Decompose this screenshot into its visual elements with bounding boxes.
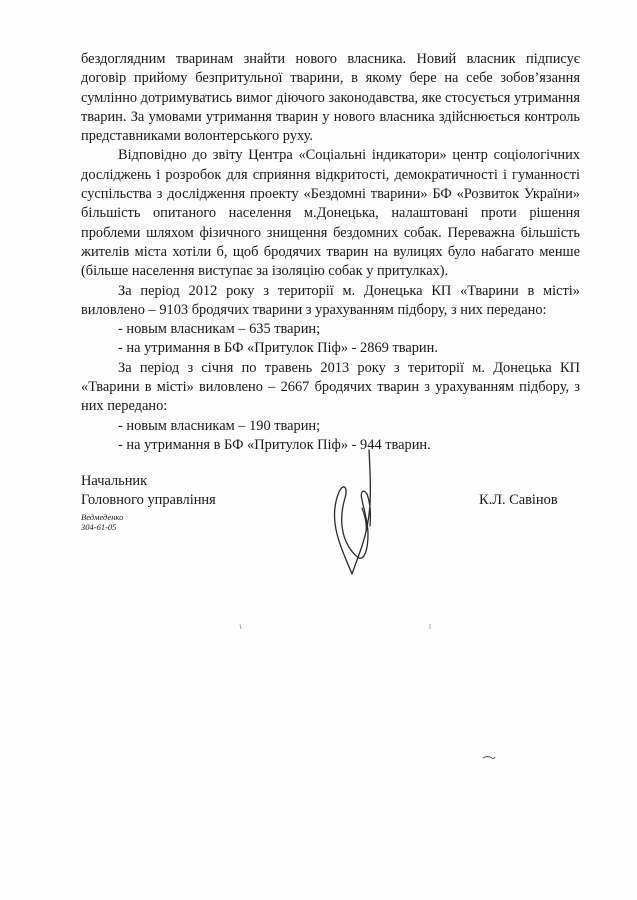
list-item-2013-new-owners: - новым власникам – 190 тварин; — [118, 417, 321, 434]
scan-mark — [482, 755, 496, 761]
list-item-2012-shelter: - на утримання в БФ «Притулок Піф» - 2869 тварин. — [118, 340, 438, 357]
paragraph-survey: Відповідно до звіту Центра «Соціальні індикатори» центр соціологічних досліджень і розробок для сприяння відкритості, демократичності і гуманності суспільства з дослідження проекту «Бездомні тварини» БФ «Розвиток України» більшість опитаного населення м.Донецька, налаштовані проти рішення проблеми шляхом фізичного знищення бездомних собак. Переважна більшість жителів міста хотіли б, щоб бродячих тварин на вулицях було набагато менше (більше населення виступає за ізоляцію собак у притулках). — [81, 147, 580, 280]
paragraph-2012-stats: За період 2012 року з території м. Донецька КП «Тварини в місті» виловлено – 9103 бродячих тварини з урахуванням підбору, з них передано: — [81, 282, 580, 318]
executor-phone: 304-61-05 — [81, 522, 117, 532]
signer-position-line1: Начальник — [81, 473, 148, 489]
list-item-2012-new-owners: - новым власникам – 635 тварин; — [118, 321, 321, 338]
handwritten-signature — [326, 448, 400, 578]
executor-name: Ведмеденко — [81, 512, 124, 522]
signer-position-line2: Головного управління — [81, 492, 216, 508]
scan-speck — [428, 624, 432, 629]
letter-body — [81, 50, 580, 455]
signer-name: К.Л. Савінов — [479, 492, 558, 508]
paragraph-volunteer-contract: бездоглядним тваринам знайти нового власника. Новий власник підписує договір прийому безпритульної тварини, в якому бере на себе зобов’язання сумлінно дотримуватись вимог діючого законодавства, яке стосується утримання тварин. За умовами утримання тварин у нового власника здійснюється контроль представниками волонтерського руху. — [81, 51, 580, 145]
list-item-2013-shelter: - на утримання в БФ «Притулок Піф» - 944 тварин. — [118, 436, 431, 453]
paragraph-2013-stats: За період з січня по травень 2013 року з території м. Донецька КП «Тварини в місті» виловлено – 2667 бродячих тварин з урахуванням підбору, з них передано: — [81, 359, 580, 415]
scan-speck — [239, 624, 243, 629]
